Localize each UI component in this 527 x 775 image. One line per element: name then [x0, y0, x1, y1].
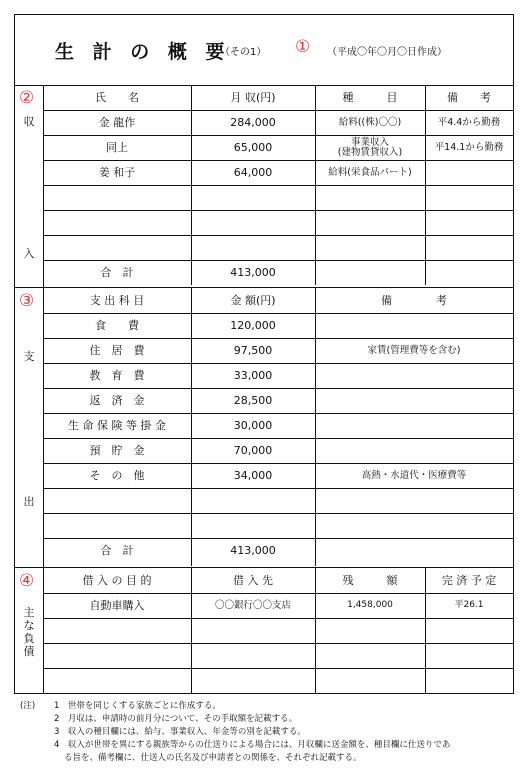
- income-header-row: [43, 85, 513, 111]
- debt-purpose: [43, 618, 191, 643]
- expense-side-label-top: 支: [23, 350, 35, 363]
- debt-purpose: 自動車購入: [89, 598, 145, 612]
- marker-1: ①: [295, 37, 311, 57]
- expense-item: 食 費: [95, 318, 139, 332]
- debts-header-balance: 残 額: [342, 573, 398, 587]
- income-type: [315, 185, 425, 210]
- debts-side-column: [15, 568, 44, 694]
- income-type: 給料((株)〇〇): [338, 116, 402, 128]
- debt-due: [425, 668, 513, 693]
- income-note: [425, 235, 513, 260]
- income-header-type: 種 目: [342, 90, 398, 104]
- income-note: 平4.4から勤務: [437, 116, 501, 128]
- debt-lender: [191, 618, 315, 643]
- table-row: [43, 338, 513, 364]
- form-subtitle: （その1）: [220, 47, 267, 58]
- income-name: [43, 210, 191, 235]
- income-amount: 64,000: [233, 165, 273, 179]
- table-row: [43, 160, 513, 186]
- marker-4: ④: [19, 571, 35, 591]
- table-row: [43, 593, 513, 619]
- income-note: [425, 210, 513, 235]
- debt-balance: [315, 618, 425, 643]
- table-row: [43, 235, 513, 261]
- table-row: [43, 135, 513, 161]
- creation-date-note: （平成〇年〇月〇日作成）: [327, 47, 447, 58]
- expense-amount: 34,000: [233, 468, 273, 482]
- expense-item: 預 貯 金: [89, 443, 145, 457]
- income-type: 給料(栄食品パート): [328, 166, 412, 178]
- income-side-column: [15, 85, 44, 287]
- income-name: [43, 235, 191, 260]
- note-4: 4 収入が世帯を異にする親族等からの仕送りによる場合には、月収欄に送金額を、種目欄に仕送りであ: [54, 740, 451, 750]
- income-header-amount: 月 収(円): [230, 90, 276, 104]
- income-name: 金 龍作: [98, 115, 136, 129]
- income-note: [425, 160, 513, 185]
- expense-note: [315, 513, 513, 538]
- expense-note: 高熱・水道代・医療費等: [361, 469, 467, 481]
- expense-note: [315, 413, 513, 438]
- table-row: [43, 488, 513, 514]
- income-note: [425, 185, 513, 210]
- expense-amount: [191, 488, 315, 513]
- expense-total: 413,000: [230, 543, 276, 557]
- expense-amount: 97,500: [233, 343, 273, 357]
- expense-note: [315, 363, 513, 388]
- expense-side-column: [15, 288, 44, 567]
- income-amount: 65,000: [233, 140, 273, 154]
- notes-label: (注): [20, 701, 36, 711]
- debts-section: [15, 568, 513, 694]
- expense-section: [15, 288, 513, 568]
- debt-due: [425, 618, 513, 643]
- debt-lender: [191, 643, 315, 668]
- expense-item: 教 育 費: [89, 368, 145, 382]
- expense-header-note: 備 考: [381, 293, 447, 307]
- table-row: [43, 438, 513, 464]
- form-title: 生 計 の 概 要: [55, 41, 231, 63]
- income-name: 同上: [106, 140, 128, 154]
- expense-amount: 30,000: [233, 418, 273, 432]
- income-section: [15, 85, 513, 288]
- income-side-label-top: 収: [23, 115, 35, 128]
- column-divider: [315, 260, 316, 285]
- table-row: [43, 668, 513, 693]
- income-header-name: 氏 名: [95, 90, 139, 104]
- debts-header-purpose: 借 入 の 目 的: [82, 573, 152, 587]
- expense-total-row: [43, 538, 513, 566]
- expense-item: [43, 513, 191, 538]
- table-row: [43, 388, 513, 414]
- income-type: [315, 235, 425, 260]
- expense-note: 家賃(管理費等を含む): [367, 344, 461, 356]
- expense-item: 生 命 保 険 等 掛 金: [68, 418, 166, 432]
- expense-note: [315, 313, 513, 338]
- income-note: 平14.1から勤務: [434, 141, 504, 153]
- marker-3: ③: [19, 291, 35, 311]
- expense-header-row: [43, 288, 513, 314]
- debt-due: [425, 643, 513, 668]
- debts-side-label: 主な負債: [23, 606, 35, 658]
- debts-header-row: [43, 568, 513, 594]
- debt-purpose: [43, 668, 191, 693]
- debt-due: 平26.1: [454, 599, 484, 610]
- income-amount: [191, 185, 315, 210]
- note-3: 3 収入の種目欄には、給与、事業収入、年金等の別を記載する。: [54, 727, 306, 737]
- table-row: [43, 185, 513, 211]
- debts-header-lender: 借 入 先: [233, 573, 273, 587]
- table-row: [43, 363, 513, 389]
- expense-amount: 70,000: [233, 443, 273, 457]
- expense-amount: 28,500: [233, 393, 273, 407]
- expense-amount: 120,000: [230, 318, 276, 332]
- living-summary-form: [14, 14, 514, 694]
- table-row: [43, 513, 513, 539]
- income-amount: 284,000: [230, 115, 276, 129]
- table-row: [43, 313, 513, 339]
- expense-header-amount: 金 額(円): [230, 293, 276, 307]
- column-divider: [425, 260, 426, 285]
- expense-amount: [191, 513, 315, 538]
- note-1: 1 世帯を同じくする家族ごとに作成する。: [54, 701, 221, 711]
- expense-note: [315, 438, 513, 463]
- debt-balance: [315, 643, 425, 668]
- income-amount: [191, 210, 315, 235]
- debt-lender: [191, 668, 315, 693]
- expense-side-label-bottom: 出: [23, 495, 35, 508]
- expense-total-label: 合 計: [100, 543, 134, 557]
- income-name: [43, 185, 191, 210]
- income-type: [315, 210, 425, 235]
- expense-item: 返 済 金: [89, 393, 145, 407]
- note-4-cont: る旨を、備考欄に、仕送人の氏名及び申請者との関係を、それぞれ記載する。: [64, 753, 362, 763]
- expense-note: [315, 488, 513, 513]
- table-row: [43, 413, 513, 439]
- income-side-label-bottom: 入: [23, 247, 35, 260]
- expense-item: 住 居 費: [89, 343, 145, 357]
- column-divider: [315, 538, 316, 566]
- income-total-row: [43, 260, 513, 285]
- table-row: [43, 463, 513, 489]
- debts-header-due: 完 済 予 定: [441, 573, 497, 587]
- income-type: 事業収入 (建物賃貸収入): [337, 136, 403, 158]
- expense-item: そ の 他: [89, 468, 145, 482]
- table-row: [43, 618, 513, 644]
- income-amount: [191, 235, 315, 260]
- debt-lender: 〇〇銀行〇〇支店: [214, 599, 291, 611]
- marker-2: ②: [19, 88, 35, 108]
- debt-balance: [315, 668, 425, 693]
- debt-purpose: [43, 643, 191, 668]
- table-row: [43, 643, 513, 669]
- form-header: [15, 15, 513, 86]
- table-row: [43, 210, 513, 236]
- note-2: 2 月収は、申請時の前月分について、その手取額を記載する。: [54, 714, 298, 724]
- expense-header-item: 支 出 科 目: [89, 293, 145, 307]
- debt-balance: 1,458,000: [347, 599, 393, 610]
- table-row: [43, 110, 513, 136]
- income-total: 413,000: [230, 265, 276, 279]
- expense-item: [43, 488, 191, 513]
- expense-note: [315, 388, 513, 413]
- income-total-label: 合 計: [100, 265, 134, 279]
- income-name: 姜 和子: [98, 165, 136, 179]
- income-header-note: 備 考: [447, 90, 491, 104]
- expense-amount: 33,000: [233, 368, 273, 382]
